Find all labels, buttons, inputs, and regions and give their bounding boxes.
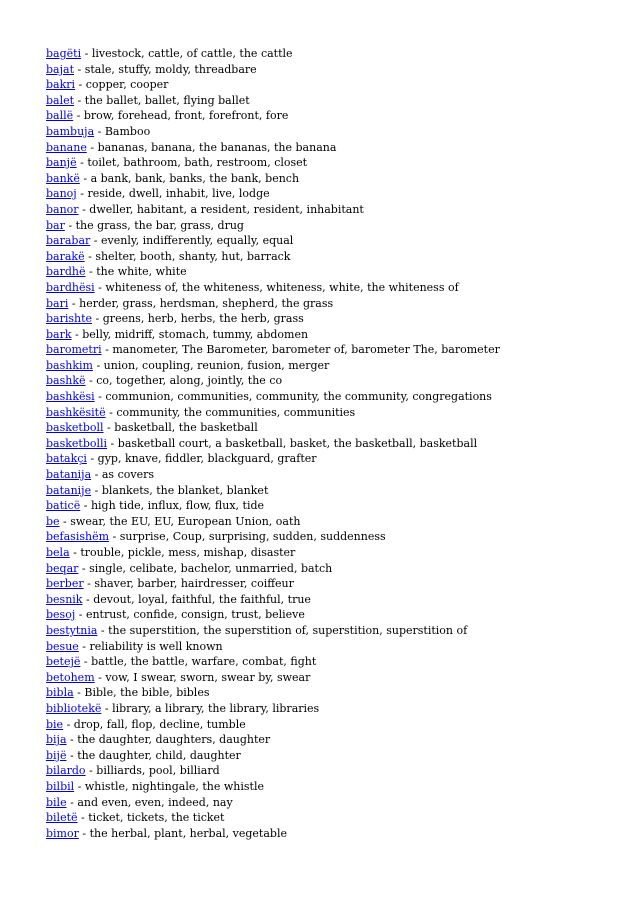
separator: - <box>78 561 90 575</box>
definition-text: brow, forehead, front, forefront, fore <box>83 109 289 123</box>
definition-text: co, together, along, jointly, the co <box>96 374 283 388</box>
term-link[interactable]: bashkësitë <box>46 405 106 419</box>
glossary-entry <box>46 46 626 62</box>
term-link[interactable]: basketbolli <box>46 436 108 450</box>
separator: - <box>94 670 106 684</box>
definition-text: Bible, the bible, bibles <box>84 686 210 700</box>
glossary-entry <box>46 373 626 389</box>
definition-text: reliability is well known <box>89 639 223 653</box>
definition-text: and even, even, indeed, nay <box>77 795 233 809</box>
definition-text: high tide, influx, flow, flux, tide <box>90 499 265 513</box>
definition-text: the superstition, the superstition of, superstition, superstition of <box>108 623 468 637</box>
term-link[interactable]: bakri <box>46 78 76 92</box>
separator: - <box>105 405 117 419</box>
term-link[interactable]: besoj <box>46 608 76 622</box>
separator: - <box>84 249 96 263</box>
term-link[interactable]: besue <box>46 639 79 653</box>
term-link[interactable]: barakë <box>46 249 85 263</box>
glossary-entry <box>46 717 626 733</box>
separator: - <box>79 171 91 185</box>
glossary-entry <box>46 280 626 296</box>
definition-text: reside, dwell, inhabit, live, lodge <box>87 187 270 201</box>
glossary-entry <box>46 155 626 171</box>
glossary-entry <box>46 592 626 608</box>
glossary-entry <box>46 545 626 561</box>
definition-text: union, coupling, reunion, fusion, merger <box>103 358 330 372</box>
separator: - <box>91 483 102 497</box>
term-link[interactable]: baticë <box>46 499 81 513</box>
separator: - <box>101 343 113 357</box>
term-link[interactable]: banane <box>46 140 87 154</box>
term-link[interactable]: bambuja <box>46 124 95 138</box>
glossary-entry <box>46 342 626 358</box>
term-link[interactable]: batanije <box>46 483 92 497</box>
separator: - <box>74 93 85 107</box>
definition-text: library, a library, the library, libraries <box>112 701 320 715</box>
term-link[interactable]: banjë <box>46 156 77 170</box>
definition-text: communion, communities, community, the community, congregations <box>105 390 492 404</box>
glossary-entry <box>46 826 626 842</box>
separator: - <box>74 62 85 76</box>
definition-text: shaver, barber, hairdresser, coiffeur <box>94 577 294 591</box>
glossary-entry <box>46 810 626 826</box>
term-link[interactable]: banor <box>46 202 79 216</box>
term-link[interactable]: biletë <box>46 811 78 825</box>
term-link[interactable]: barabar <box>46 234 91 248</box>
term-link[interactable]: bajat <box>46 62 74 76</box>
glossary-entry <box>46 93 626 109</box>
definition-text: shelter, booth, shanty, hut, barrack <box>95 249 291 263</box>
glossary-entry <box>46 451 626 467</box>
term-link[interactable]: bilardo <box>46 764 86 778</box>
definition-text: the ballet, ballet, flying ballet <box>84 93 250 107</box>
separator: - <box>85 374 97 388</box>
separator: - <box>97 623 109 637</box>
separator: - <box>85 265 97 279</box>
separator: - <box>66 733 78 747</box>
glossary-entry <box>46 576 626 592</box>
term-link[interactable]: bijë <box>46 748 67 762</box>
term-link[interactable]: bibliotekë <box>46 701 102 715</box>
glossary-entry <box>46 483 626 499</box>
glossary-entry <box>46 264 626 280</box>
definition-text: a bank, bank, banks, the bank, bench <box>90 171 300 185</box>
term-link[interactable]: bardhësi <box>46 280 95 294</box>
separator: - <box>103 421 115 435</box>
definition-text: swear, the EU, EU, European Union, oath <box>70 514 301 528</box>
separator: - <box>92 358 104 372</box>
glossary-entry <box>46 202 626 218</box>
separator: - <box>94 124 105 138</box>
glossary-entry <box>46 140 626 156</box>
glossary-entry <box>46 779 626 795</box>
term-link[interactable]: ballë <box>46 109 74 123</box>
glossary-entry <box>46 77 626 93</box>
definition-text: billiards, pool, billiard <box>96 764 220 778</box>
glossary-entry <box>46 701 626 717</box>
glossary-entry <box>46 389 626 405</box>
separator: - <box>80 499 91 513</box>
term-link[interactable]: bija <box>46 733 67 747</box>
definition-text: whistle, nightingale, the whistle <box>84 779 264 793</box>
separator: - <box>82 592 94 606</box>
term-link[interactable]: batanija <box>46 468 92 482</box>
glossary-entry <box>46 607 626 623</box>
glossary-entry <box>46 498 626 514</box>
separator: - <box>86 140 98 154</box>
glossary-entry <box>46 529 626 545</box>
definition-text: belly, midriff, stomach, tummy, abdomen <box>82 327 309 341</box>
separator: - <box>94 390 106 404</box>
term-link[interactable]: bashkim <box>46 358 93 372</box>
term-link[interactable]: barishte <box>46 312 93 326</box>
definition-text: gyp, knave, fiddler, blackguard, grafter <box>97 452 317 466</box>
glossary-entry <box>46 763 626 779</box>
glossary-entry <box>46 108 626 124</box>
separator: - <box>73 109 84 123</box>
definition-text: trouble, pickle, mess, mishap, disaster <box>80 546 296 559</box>
separator: - <box>76 187 88 201</box>
term-link[interactable]: beqar <box>46 561 79 575</box>
definition-text: evenly, indifferently, equally, equal <box>101 234 294 248</box>
definition-text: the grass, the bar, grass, drug <box>75 218 244 232</box>
glossary-entry <box>46 358 626 374</box>
term-link[interactable]: bari <box>46 296 69 310</box>
separator: - <box>76 156 88 170</box>
definition-text: ticket, tickets, the ticket <box>88 811 225 825</box>
glossary-entry <box>46 436 626 452</box>
separator: - <box>78 202 90 216</box>
glossary-entry <box>46 296 626 312</box>
glossary-entry <box>46 218 626 234</box>
glossary-entry <box>46 748 626 764</box>
separator: - <box>83 577 95 591</box>
separator: - <box>71 327 83 341</box>
separator: - <box>77 811 89 825</box>
definition-text: community, the communities, communities <box>116 405 356 419</box>
glossary-entry <box>46 327 626 343</box>
glossary-entry <box>46 249 626 265</box>
separator: - <box>64 218 76 232</box>
definition-text: greens, herb, herbs, the herb, grass <box>102 312 304 326</box>
glossary-entry <box>46 62 626 78</box>
term-link[interactable]: befasishëm <box>46 530 110 544</box>
separator: - <box>66 795 78 809</box>
term-link[interactable]: bashkësi <box>46 390 95 404</box>
separator: - <box>78 639 90 653</box>
term-link[interactable]: banoj <box>46 187 77 201</box>
term-link[interactable]: bagëti <box>46 47 82 60</box>
separator: - <box>101 701 113 715</box>
separator: - <box>73 686 85 700</box>
term-link[interactable]: batakçi <box>46 452 87 466</box>
definition-text: surprise, Coup, surprising, sudden, suddenness <box>119 530 386 544</box>
term-link[interactable]: bardhë <box>46 265 86 279</box>
term-link[interactable]: barometri <box>46 343 102 357</box>
definition-text: livestock, cattle, of cattle, the cattle <box>91 47 293 60</box>
definition-text: herder, grass, herdsman, shepherd, the grass <box>79 296 334 310</box>
separator: - <box>74 779 85 793</box>
separator: - <box>59 514 71 528</box>
separator: - <box>86 452 98 466</box>
separator: - <box>75 78 86 92</box>
definition-text: toilet, bathroom, bath, restroom, closet <box>87 156 308 170</box>
definition-text: Bamboo <box>104 124 151 138</box>
definition-text: whiteness of, the whiteness, whiteness, white, the whiteness of <box>105 280 459 294</box>
definition-text: dweller, habitant, a resident, resident, inhabitant <box>89 202 364 216</box>
term-link[interactable]: be <box>46 514 60 528</box>
term-link[interactable]: betohem <box>46 670 95 684</box>
separator: - <box>75 608 86 622</box>
glossary-entry <box>46 561 626 577</box>
definition-text: the daughter, child, daughter <box>77 748 241 762</box>
separator: - <box>85 764 97 778</box>
definition-text: manometer, The Barometer, barometer of, barometer The, barometer <box>112 343 500 357</box>
definition-text: drop, fall, flop, decline, tumble <box>73 717 246 731</box>
definition-text: basketball court, a basketball, basket, the basketball, basketball <box>117 436 478 450</box>
separator: - <box>69 546 81 559</box>
glossary-entry <box>46 420 626 436</box>
glossary-entry <box>46 685 626 701</box>
definition-text: entrust, confide, consign, trust, believe <box>85 608 305 622</box>
definition-text: as covers <box>101 468 154 482</box>
separator: - <box>109 530 120 544</box>
term-link[interactable]: bar <box>46 218 65 232</box>
definition-text: single, celibate, bachelor, unmarried, batch <box>89 561 333 575</box>
term-link[interactable]: bibla <box>46 686 74 700</box>
glossary-entry <box>46 639 626 655</box>
separator: - <box>107 436 118 450</box>
definition-text: devout, loyal, faithful, the faithful, true <box>93 592 311 606</box>
glossary-entry <box>46 654 626 670</box>
separator: - <box>68 296 80 310</box>
glossary-entry <box>46 623 626 639</box>
term-link[interactable]: balet <box>46 93 75 107</box>
term-link[interactable]: bark <box>46 327 72 341</box>
definition-text: the herbal, plant, herbal, vegetable <box>89 826 287 840</box>
glossary-entry <box>46 514 626 530</box>
term-link[interactable]: bie <box>46 717 64 731</box>
separator: - <box>80 655 92 669</box>
definition-text: the white, white <box>96 265 187 279</box>
glossary-entry <box>46 186 626 202</box>
glossary-page <box>46 46 626 841</box>
separator: - <box>90 234 101 248</box>
separator: - <box>78 826 90 840</box>
separator: - <box>81 47 92 60</box>
glossary-entry <box>46 124 626 140</box>
glossary-entry <box>46 233 626 249</box>
term-link[interactable]: besnik <box>46 592 83 606</box>
term-link[interactable]: bela <box>46 546 70 559</box>
separator: - <box>92 312 103 326</box>
separator: - <box>91 468 102 482</box>
term-link[interactable]: betejë <box>46 655 81 669</box>
definition-text: the daughter, daughters, daughter <box>77 733 271 747</box>
term-link[interactable]: bile <box>46 795 67 809</box>
definition-text: battle, the battle, warfare, combat, fight <box>91 655 317 669</box>
term-link[interactable]: bankë <box>46 171 80 185</box>
glossary-entry <box>46 795 626 811</box>
separator: - <box>66 748 78 762</box>
glossary-entry <box>46 405 626 421</box>
term-link[interactable]: basketboll <box>46 421 104 435</box>
definition-text: vow, I swear, sworn, swear by, swear <box>105 670 311 684</box>
glossary-entry <box>46 311 626 327</box>
glossary-entry <box>46 732 626 748</box>
definition-text: basketball, the basketball <box>114 421 258 435</box>
glossary-entry <box>46 171 626 187</box>
term-link[interactable]: berber <box>46 577 84 591</box>
glossary-entry <box>46 467 626 483</box>
term-link[interactable]: bestytnia <box>46 623 98 637</box>
term-link[interactable]: bimor <box>46 826 79 840</box>
term-link[interactable]: bilbil <box>46 779 75 793</box>
separator: - <box>94 280 106 294</box>
definition-text: bananas, banana, the bananas, the banana <box>97 140 337 154</box>
definition-text: copper, cooper <box>85 78 169 92</box>
definition-text: stale, stuffy, moldy, threadbare <box>84 62 257 76</box>
glossary-entry <box>46 670 626 686</box>
definition-text: blankets, the blanket, blanket <box>101 483 269 497</box>
term-link[interactable]: bashkë <box>46 374 86 388</box>
separator: - <box>63 717 74 731</box>
